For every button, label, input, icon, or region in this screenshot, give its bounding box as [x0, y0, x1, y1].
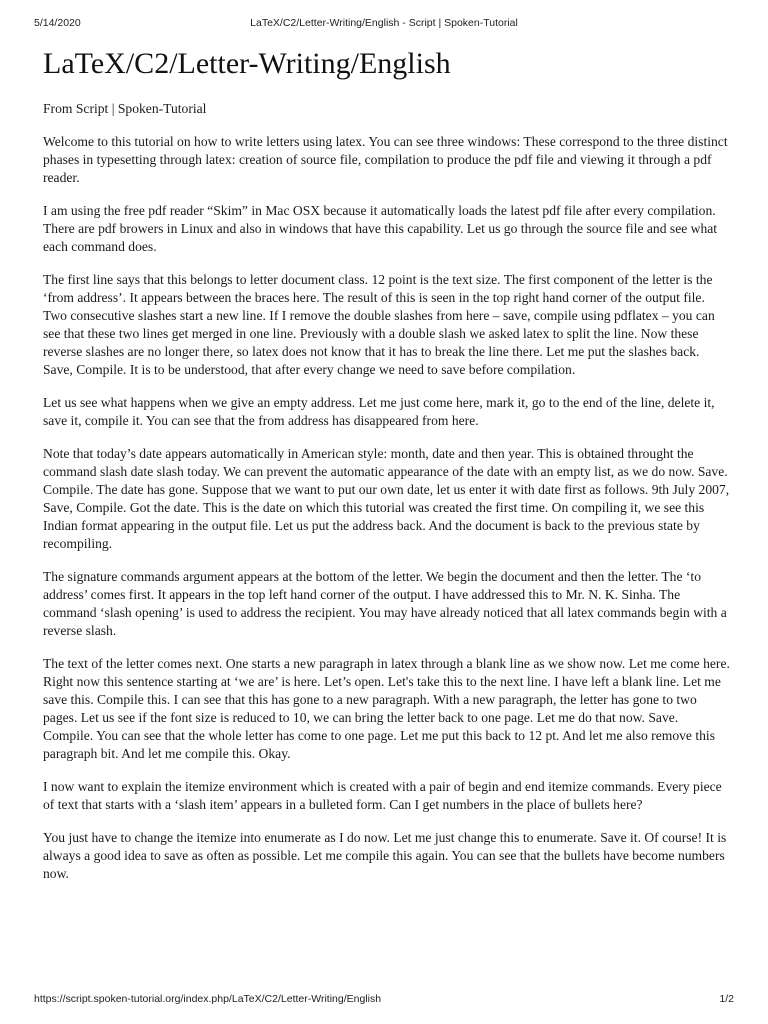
paragraph: I now want to explain the itemize environment which is created with a pair of begin and end itemize commands. Every piece of text that starts with a ‘slash item’ appears in a bulleted form. Can I get numbers in the place of bullets here? [43, 779, 722, 812]
paragraph: You just have to change the itemize into enumerate as I do now. Let me just change this to enumerate. Save it. Of course! It is always a good idea to save as often as possible. Let me compile this again. You can see that the bullets have become numbers now. [43, 830, 727, 881]
page-url: https://script.spoken-tutorial.org/index.php/LaTeX/C2/Letter-Writing/English [34, 993, 382, 1005]
paragraph: The text of the letter comes next. One starts a new paragraph in latex through a blank line as we show now. Let me come here. Right now this sentence starting at ‘we are’ is here. Let’s open. Let's take this to the next line. I have left a blank line. Let me save this. Compile this. I can see that this has gone to a new paragraph. With a new paragraph, the letter has gone to two pages. Let us see if the font size is reduced to 10, we can bring the letter back to one page. Let me do that now. Save. Compile. You can see that the whole letter has come to one page. Let me put this back to 12 pt. And let me also remove this paragraph bit. And let me compile this. Okay. [43, 656, 730, 761]
paragraph: Let us see what happens when we give an empty address. Let me just come here, mark it, go to the end of the line, delete it, save it, compile it. You can see that the from address has disappeared from here. [43, 395, 715, 428]
paragraph: I am using the free pdf reader “Skim” in Mac OSX because it automatically loads the latest pdf file after every compilation. There are pdf browers in Linux and also in windows that have this capability. Let us go through the source file and see what each command does. [43, 203, 718, 254]
page-number: 1/2 [719, 993, 734, 1005]
document-content [43, 44, 730, 883]
print-date: 5/14/2020 [34, 17, 81, 29]
paragraph: The first line says that this belongs to letter document class. 12 point is the text size. The first component of the letter is the ‘from address’. It appears between the braces here. The result of this is seen in the top right hand corner of the output file. Two consecutive slashes start a new line. If I remove the double slashes from here – save, compile using pdflatex – you can see that these two lines get merged in one line. Previously with a double slash we asked latex to split the line. Now these reverse slashes are no longer there, so latex does not know that it has to break the line there. Let me put the slashes back. Save, Compile. It is to be understood, that after every change we need to save before compilation. [43, 272, 715, 377]
print-footer [34, 993, 734, 1007]
page-title: LaTeX/C2/Letter-Writing/English [43, 47, 451, 80]
paragraph: The signature commands argument appears at the bottom of the letter. We begin the document and then the letter. The ‘to address’ comes first. It appears in the top left hand corner of the output. I have addressed this to Mr. N. K. Sinha. The command ‘slash opening’ is used to address the recipient. You may have already noticed that all latex commands begin with a reverse slash. [43, 569, 727, 638]
print-header [34, 17, 734, 31]
print-page-title: LaTeX/C2/Letter-Writing/English - Script | Spoken-Tutorial [250, 17, 518, 29]
paragraph: Note that today’s date appears automatically in American style: month, date and then year. This is obtained throught the command slash date slash today. We can prevent the automatic appearance of the date with an empty list, as we do now. Save. Compile. The date has gone. Suppose that we want to put our own date, let us enter it with date first as follows. 9th July 2007, Save, Compile. Got the date. This is the date on which this tutorial was created the first time. On compiling it, we see this Indian format appearing in the output file. Let us put the address back. And the document is back to the previous state by recompiling. [43, 446, 730, 551]
paragraph: Welcome to this tutorial on how to write letters using latex. You can see three windows: These correspond to the three distinct phases in typesetting through latex: creation of source file, compilation to produce the pdf file and viewing it through a pdf reader. [43, 134, 728, 185]
source-line: From Script | Spoken-Tutorial [43, 101, 207, 116]
